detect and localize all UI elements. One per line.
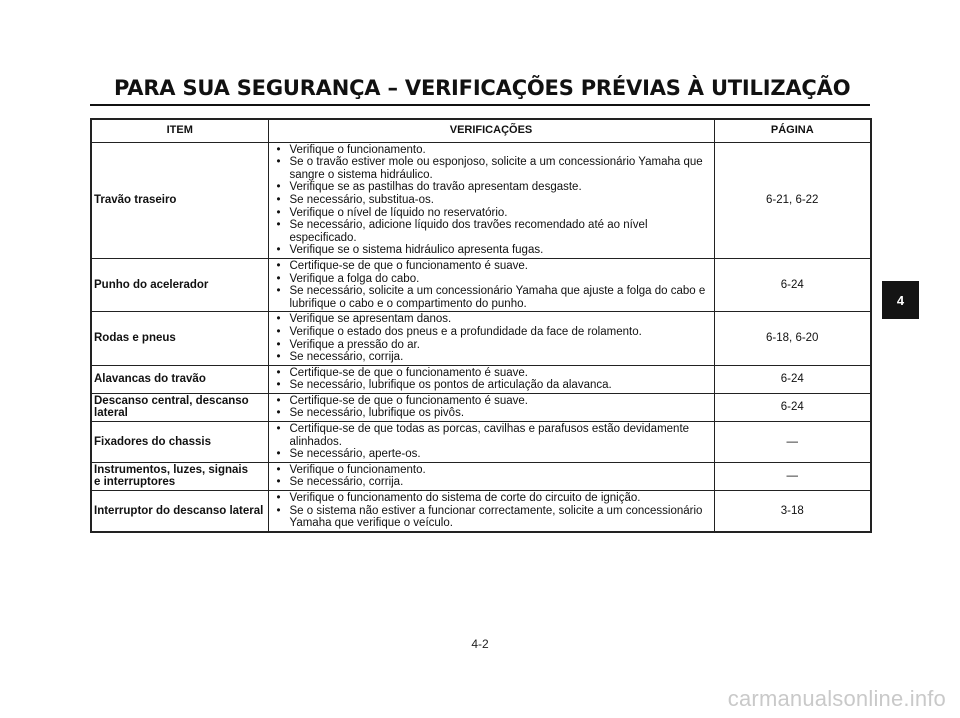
row-item: Alavancas do travão: [91, 365, 268, 393]
header-item: ITEM: [91, 119, 268, 142]
row-page: 6-24: [714, 393, 871, 421]
row-page: 6-21, 6-22: [714, 142, 871, 258]
row-checks: [268, 365, 714, 393]
table-header-row: [91, 119, 871, 142]
check-item: • Verifique se as pastilhas do travão apresentam desgaste.: [275, 181, 712, 194]
check-item: • Certifique-se de que o funcionamento é suave.: [275, 260, 712, 273]
row-item-line: e interruptores: [94, 476, 176, 489]
chapter-tab: 4: [882, 281, 919, 319]
table-row: [91, 422, 871, 463]
row-item: Punho do acelerador: [91, 258, 268, 311]
table-row: [91, 142, 871, 258]
row-checks: [268, 142, 714, 258]
check-item: • Verifique se apresentam danos.: [275, 313, 712, 326]
row-checks: [268, 422, 714, 463]
row-checks: [268, 462, 714, 490]
table-row: [91, 312, 871, 365]
row-checks: [268, 491, 714, 532]
check-item: • Se necessário, adicione líquido dos travões recomendado até ao nível especificado.: [275, 219, 712, 244]
check-item: • Se necessário, corrija.: [275, 476, 712, 489]
row-checks: [268, 393, 714, 421]
table-row: [91, 393, 871, 421]
row-page: 6-24: [714, 258, 871, 311]
row-page: —: [714, 462, 871, 490]
check-item: • Se o sistema não estiver a funcionar correctamente, solicite a um concessionário Yamaha que verifique o veículo.: [275, 505, 712, 530]
check-item: • Verifique o nível de líquido no reservatório.: [275, 207, 712, 220]
page-number: 4-2: [471, 637, 489, 651]
row-item: Rodas e pneus: [91, 312, 268, 365]
check-item: • Certifique-se de que o funcionamento é suave.: [275, 395, 712, 408]
check-item: • Se necessário, substitua-os.: [275, 194, 712, 207]
check-item: • Se o travão estiver mole ou esponjoso, solicite a um concessionário Yamaha que sangre o sistema hidráulico.: [275, 156, 712, 181]
check-item: • Certifique-se de que o funcionamento é suave.: [275, 367, 712, 380]
check-item: • Verifique o estado dos pneus e a profundidade da face de rolamento.: [275, 326, 712, 339]
check-item: • Certifique-se de que todas as porcas, cavilhas e parafusos estão devidamente alinhados.: [275, 423, 712, 448]
table-row: [91, 491, 871, 532]
pre-operation-checks-table: [90, 118, 872, 533]
row-item-line: lateral: [94, 407, 128, 420]
watermark: carmanualsonline.info: [727, 686, 946, 711]
row-page: —: [714, 422, 871, 463]
row-page: 6-24: [714, 365, 871, 393]
row-item-line: Instrumentos, luzes, signais: [94, 463, 249, 476]
check-item: • Se necessário, solicite a um concessionário Yamaha que ajuste a folga do cabo e lubrifique o cabo e o compartimento do punho.: [275, 285, 712, 310]
row-item: Fixadores do chassis: [91, 422, 268, 463]
table-row: [91, 258, 871, 311]
row-item: [91, 393, 268, 421]
check-item: • Se necessário, lubrifique os pontos de articulação da alavanca.: [275, 379, 712, 392]
row-item: Travão traseiro: [91, 142, 268, 258]
check-item: • Verifique a folga do cabo.: [275, 273, 712, 286]
row-item: Interruptor do descanso lateral: [91, 491, 268, 532]
check-item: • Verifique a pressão do ar.: [275, 339, 712, 352]
row-item-line: Descanso central, descanso: [94, 394, 249, 407]
check-item: • Verifique se o sistema hidráulico apresenta fugas.: [275, 244, 712, 257]
header-page: PÁGINA: [714, 119, 871, 142]
check-item: • Se necessário, lubrifique os pivôs.: [275, 407, 712, 420]
check-item: • Verifique o funcionamento do sistema de corte do circuito de ignição.: [275, 492, 712, 505]
table-row: [91, 365, 871, 393]
header-checks: VERIFICAÇÕES: [268, 119, 714, 142]
title-rule: [90, 104, 870, 106]
check-item: • Se necessário, aperte-os.: [275, 448, 712, 461]
check-item: • Verifique o funcionamento.: [275, 144, 712, 157]
table-row: [91, 462, 871, 490]
row-page: 3-18: [714, 491, 871, 532]
check-item: • Verifique o funcionamento.: [275, 464, 712, 477]
row-checks: [268, 312, 714, 365]
check-item: • Se necessário, corrija.: [275, 351, 712, 364]
page-title: PARA SUA SEGURANÇA – VERIFICAÇÕES PRÉVIAS À UTILIZAÇÃO: [114, 76, 851, 100]
row-page: 6-18, 6-20: [714, 312, 871, 365]
row-item: [91, 462, 268, 490]
row-checks: [268, 258, 714, 311]
